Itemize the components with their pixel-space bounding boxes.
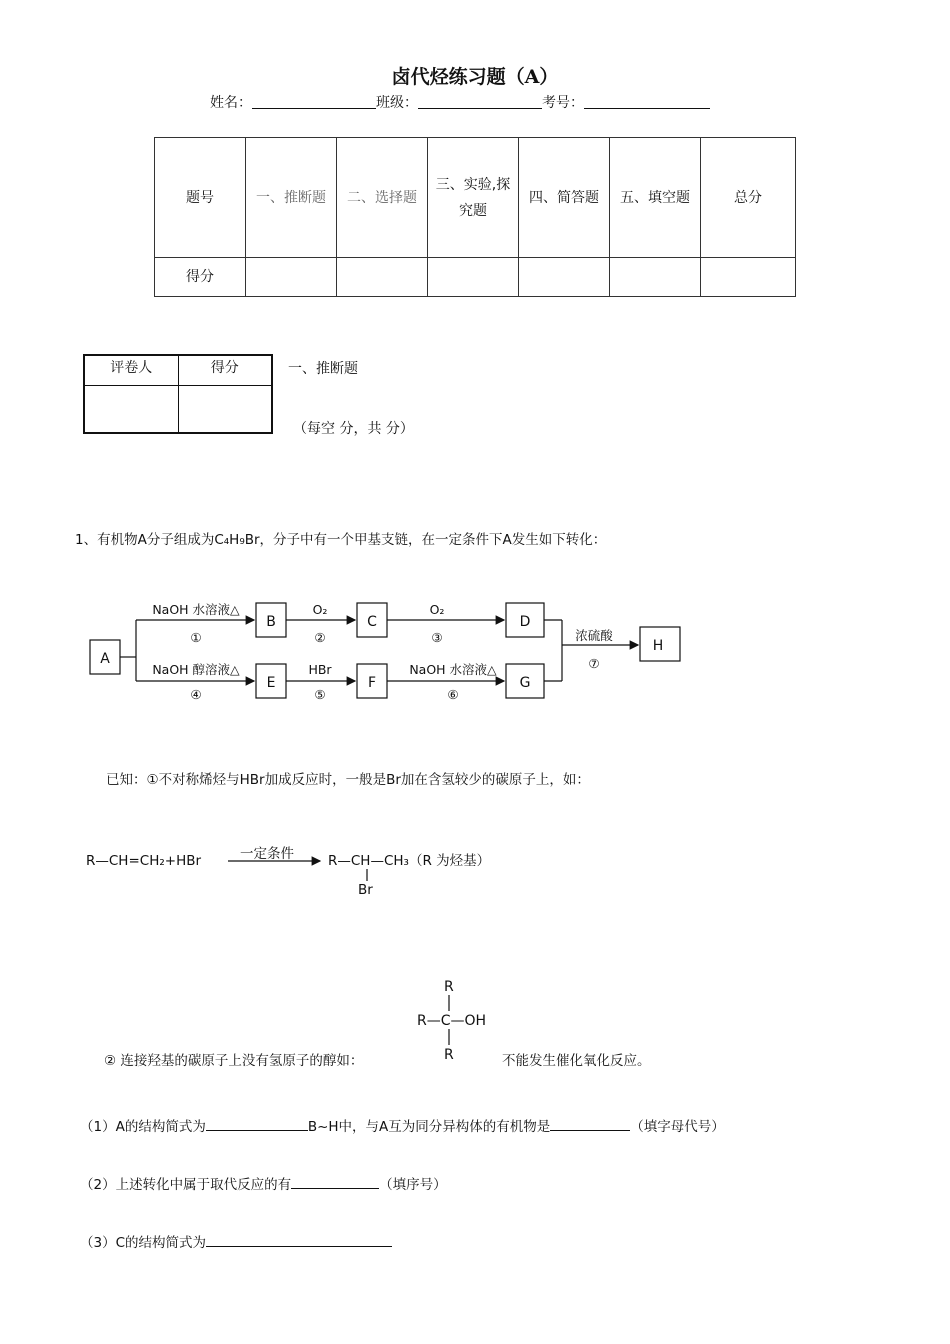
reaction-product: R—CH—CH₃（R 为烃基） xyxy=(328,853,491,869)
subquestion-1: （1）A的结构简式为 B~H中，与A互为同分异构体的有机物是 （填字母代号） xyxy=(80,1119,725,1135)
score-header-total: 总分 xyxy=(701,138,796,258)
score-header-short-answer: 四、简答题 xyxy=(519,138,610,258)
grader-cell[interactable] xyxy=(84,385,178,433)
score-cell[interactable] xyxy=(246,258,337,297)
label-a-e-num: ④ xyxy=(190,687,202,702)
reaction-reactant: R—CH=CH₂+HBr xyxy=(86,853,202,869)
name-label: 姓名： xyxy=(210,95,252,111)
label-a-b: NaOH 水溶液△ xyxy=(152,602,240,617)
label-b-c-num: ② xyxy=(314,630,326,645)
node-f: F xyxy=(367,675,377,691)
score-cell[interactable] xyxy=(519,258,610,297)
student-info-line xyxy=(210,92,710,112)
node-h: H xyxy=(652,638,664,654)
label-to-h-num: ⑦ xyxy=(588,656,600,671)
label-to-h: 浓硫酸 xyxy=(575,628,613,643)
known-fact-2-tail: 不能发生催化氧化反应。 xyxy=(502,1053,651,1069)
id-label: 考号： xyxy=(542,95,584,111)
answer-blank-1a[interactable] xyxy=(206,1118,308,1131)
answer-blank-2[interactable] xyxy=(291,1176,379,1189)
class-blank[interactable] xyxy=(418,94,542,109)
node-b: B xyxy=(266,614,276,630)
grader-score-header: 得分 xyxy=(178,355,272,385)
score-cell[interactable] xyxy=(610,258,701,297)
label-c-d: O₂ xyxy=(429,602,445,617)
score-row-label: 得分 xyxy=(155,258,246,297)
page-title: 卤代烃练习题（A） xyxy=(391,66,559,88)
class-label: 班级： xyxy=(376,95,418,111)
label-a-e: NaOH 醇溶液△ xyxy=(152,662,240,677)
grader-header: 评卷人 xyxy=(84,355,178,385)
reaction-scheme xyxy=(0,590,700,705)
grader-score-cell[interactable] xyxy=(178,385,272,433)
node-d: D xyxy=(519,614,531,630)
alcohol-r-top: R xyxy=(444,979,454,995)
tertiary-alcohol-structure xyxy=(412,976,512,1066)
grader-table xyxy=(83,354,273,434)
known-fact-2: ② 连接羟基的碳原子上没有氢原子的醇如： xyxy=(104,1053,364,1069)
reaction-br: Br xyxy=(358,882,373,898)
alcohol-r-bottom: R xyxy=(444,1047,454,1063)
id-blank[interactable] xyxy=(584,94,710,109)
answer-blank-3[interactable] xyxy=(206,1234,392,1247)
question-1-intro: 1、有机物A分子组成为C₄H₉Br，分子中有一个甲基支链，在一定条件下A发生如下转化： xyxy=(75,532,607,548)
score-cell[interactable] xyxy=(428,258,519,297)
known-fact-1: 已知：①不对称烯烃与HBr加成反应时，一般是Br加在含氢较少的碳原子上，如： xyxy=(106,772,590,788)
subquestion-2: （2）上述转化中属于取代反应的有 （填序号） xyxy=(80,1177,447,1193)
section-note: （每空 分，共 分） xyxy=(293,421,414,437)
label-f-g: NaOH 水溶液△ xyxy=(409,662,497,677)
alcohol-middle: R—C—OH xyxy=(417,1013,487,1029)
label-b-c: O₂ xyxy=(312,602,328,617)
label-e-f: HBr xyxy=(308,662,332,677)
label-f-g-num: ⑥ xyxy=(447,687,459,702)
label-c-d-num: ③ xyxy=(431,630,443,645)
section-title: 一、推断题 xyxy=(288,361,358,377)
score-header-fill: 五、填空题 xyxy=(610,138,701,258)
score-cell[interactable] xyxy=(701,258,796,297)
score-header-choice: 二、选择题 xyxy=(337,138,428,258)
label-e-f-num: ⑤ xyxy=(314,687,326,702)
score-header-inference: 一、推断题 xyxy=(246,138,337,258)
node-c: C xyxy=(367,614,377,630)
answer-blank-1b[interactable] xyxy=(550,1118,630,1131)
markovnikov-reaction xyxy=(80,838,540,902)
score-header-number: 题号 xyxy=(155,138,246,258)
node-g: G xyxy=(519,675,531,691)
reaction-condition: 一定条件 xyxy=(240,846,294,862)
subquestion-3: （3）C的结构简式为 xyxy=(80,1231,392,1251)
score-cell[interactable] xyxy=(337,258,428,297)
label-a-b-num: ① xyxy=(190,630,202,645)
node-a: A xyxy=(100,651,110,667)
score-header-experiment: 三、实验,探究题 xyxy=(428,138,519,258)
score-table xyxy=(154,137,796,297)
name-blank[interactable] xyxy=(252,94,376,109)
node-e: E xyxy=(266,675,276,691)
